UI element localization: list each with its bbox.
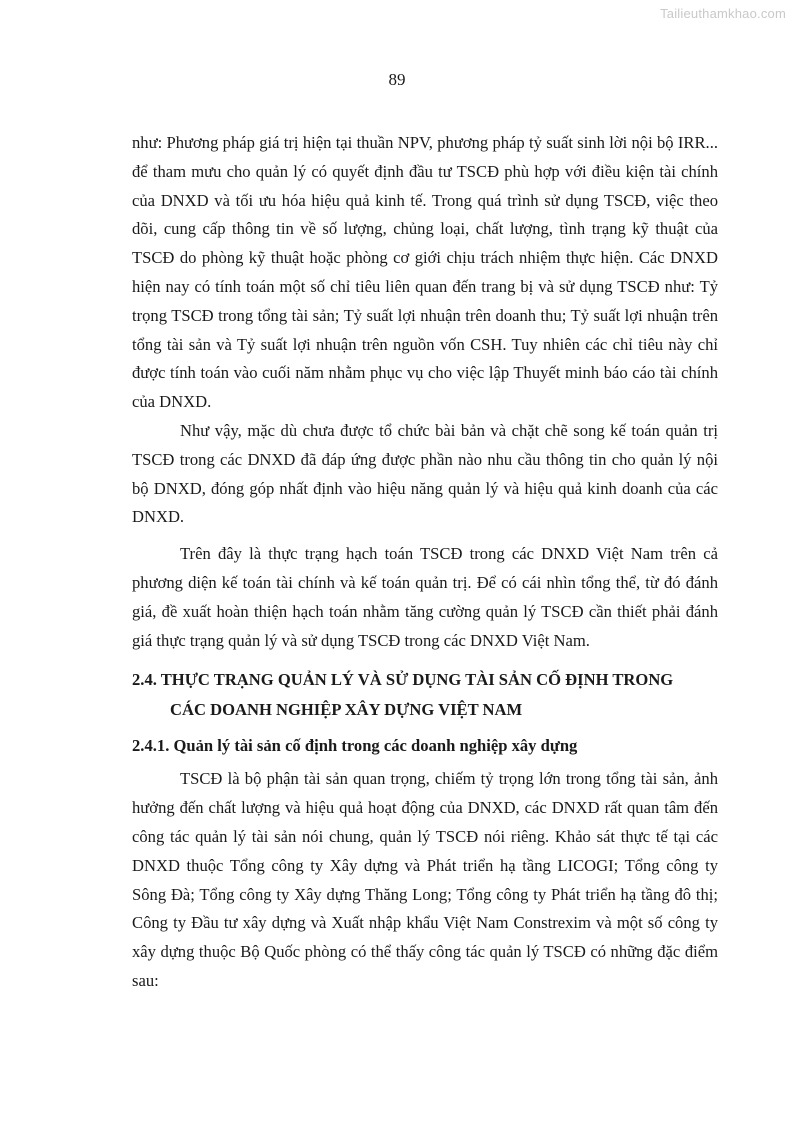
paragraph-3: Trên đây là thực trạng hạch toán TSCĐ trong các DNXD Việt Nam trên cả phương diện kế toán tài chính và kế toán quản trị. Để có cái nhìn tổng thể, từ đó đánh giá, đề xuất hoàn thiện hạch toán nhằm tăng cường quản lý TSCĐ cần thiết phải đánh giá thực trạng quản lý và sử dụng TSCĐ trong các DNXD Việt Nam. [132,544,718,650]
watermark-text: Tailieuthamkhao.com [660,6,786,21]
subsection-heading: 2.4.1. Quản lý tài sản cố định trong các doanh nghiệp xây dựng [132,736,578,756]
paragraph-4: TSCĐ là bộ phận tài sản quan trọng, chiếm tỷ trọng lớn trong tổng tài sản, ảnh hưởng đến chất lượng và hiệu quả hoạt động của DNXD, các DNXD rất quan tâm đến công tác quản lý tài sản nói chung, quản lý TSCĐ nói riêng. Khảo sát thực tế tại các DNXD thuộc Tổng công ty Xây dựng và Phát triển hạ tầng LICOGI; Tổng công ty Sông Đà; Tổng công ty Xây dựng Thăng Long; Tổng công ty Phát triển hạ tầng đô thị; Công ty Đầu tư xây dựng và Xuất nhập khẩu Việt Nam Constrexim và một số công ty xây dựng thuộc Bộ Quốc phòng có thể thấy công tác quản lý TSCĐ có những đặc điểm sau: [132,769,718,990]
paragraph-2: Như vậy, mặc dù chưa được tổ chức bài bản và chặt chẽ song kế toán quản trị TSCĐ trong các DNXD đã đáp ứng được phần nào nhu cầu thông tin cho quản lý nội bộ DNXD, đóng góp nhất định vào hiệu năng quản lý và hiệu quả kinh doanh của các DNXD. [132,420,718,527]
page-number: 89 [388,70,406,89]
section-heading [132,665,718,724]
document-body [132,129,718,996]
section-heading-line-1: 2.4. THỰC TRẠNG QUẢN LÝ VÀ SỬ DỤNG TÀI SẢN CỐ ĐỊNH TRONG [132,670,674,690]
paragraph-1: như: Phương pháp giá trị hiện tại thuần NPV, phương pháp tỷ suất sinh lời nội bộ IRR... để tham mưu cho quản lý có quyết định đầu tư TSCĐ phù hợp với điều kiện tài chính của DNXD và tối ưu hóa hiệu quả kinh tế. Trong quá trình sử dụng TSCĐ, việc theo dõi, cung cấp thông tin về số lượng, chủng loại, chất lượng, tình trạng kỹ thuật của TSCĐ do phòng kỹ thuật hoặc phòng cơ giới chịu trách nhiệm thực hiện. Các DNXD hiện nay có tính toán một số chỉ tiêu liên quan đến trang bị và sử dụng TSCĐ như: Tỷ trọng TSCĐ trong tổng tài sản; Tỷ suất lợi nhuận trên doanh thu; Tỷ suất lợi nhuận trên tổng tài sản và Tỷ suất lợi nhuận trên nguồn vốn CSH. Tuy nhiên các chỉ tiêu này chỉ được tính toán vào cuối năm nhằm phục vụ cho việc lập Thuyết minh báo cáo tài chính của DNXD. [132,133,718,412]
section-heading-line-2: CÁC DOANH NGHIỆP XÂY DỰNG VIỆT NAM [170,699,523,719]
